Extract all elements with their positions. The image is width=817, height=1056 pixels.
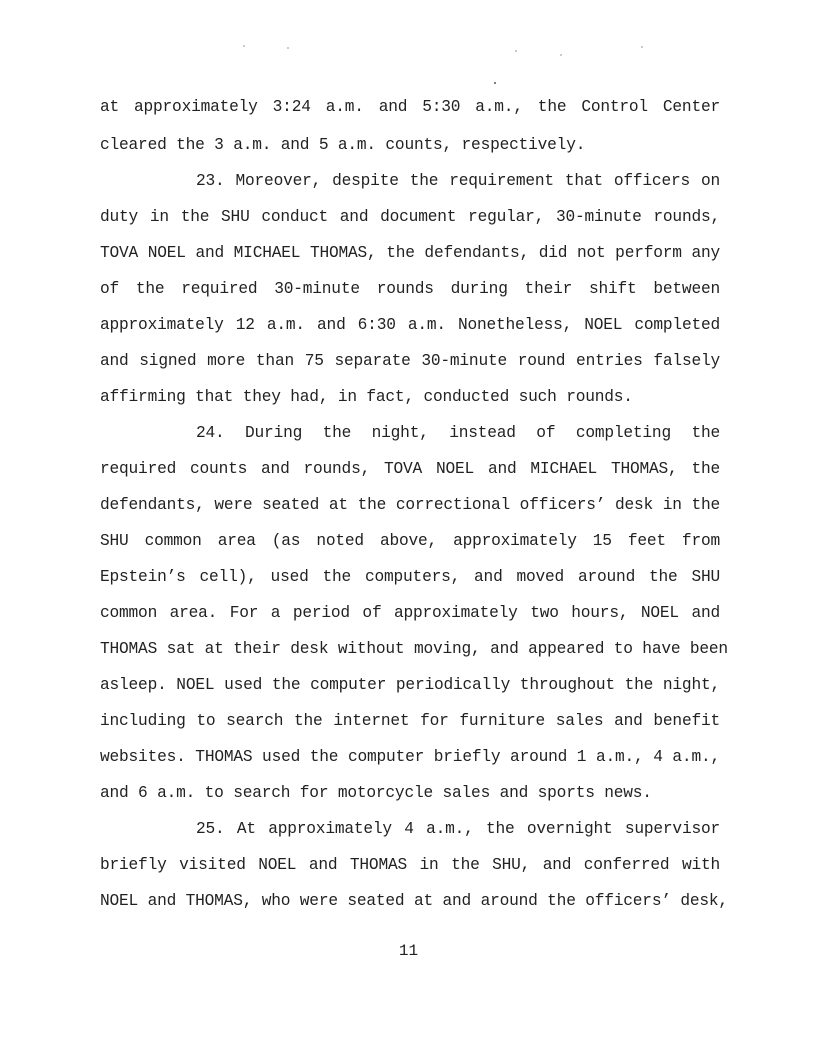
scan-artifact [641, 46, 643, 48]
text-line: duty in the SHU conduct and document regular, 30-minute rounds, [100, 208, 720, 226]
text-line: Epstein’s cell), used the computers, and moved around the SHU [100, 568, 720, 586]
text-line: NOEL and THOMAS, who were seated at and around the officers’ desk, [100, 892, 728, 910]
text-line: THOMAS sat at their desk without moving, and appeared to have been [100, 640, 728, 658]
text-line: asleep. NOEL used the computer periodically throughout the night, [100, 676, 720, 694]
page-number: 11 [398, 942, 419, 960]
text-line: TOVA NOEL and MICHAEL THOMAS, the defendants, did not perform any [100, 244, 720, 262]
scan-artifact [494, 82, 496, 84]
scan-artifact [287, 47, 289, 49]
text-line: defendants, were seated at the correctional officers’ desk in the [100, 496, 720, 514]
text-line: of the required 30-minute rounds during their shift between [100, 280, 720, 298]
text-line: and 6 a.m. to search for motorcycle sales and sports news. [100, 784, 652, 802]
text-line: at approximately 3:24 a.m. and 5:30 a.m., the Control Center [100, 98, 720, 116]
text-line: websites. THOMAS used the computer briefly around 1 a.m., 4 a.m., [100, 748, 720, 766]
text-line: common area. For a period of approximately two hours, NOEL and [100, 604, 720, 622]
scan-artifact [243, 45, 245, 47]
scan-artifact [560, 54, 562, 56]
text-line: affirming that they had, in fact, conducted such rounds. [100, 388, 633, 406]
text-line: including to search the internet for furniture sales and benefit [100, 712, 720, 730]
text-line: approximately 12 a.m. and 6:30 a.m. Nonetheless, NOEL completed [100, 316, 720, 334]
paragraph-25-first-line: 25. At approximately 4 a.m., the overnight supervisor [196, 820, 720, 838]
scan-artifact [515, 50, 517, 52]
paragraph-23-first-line: 23. Moreover, despite the requirement that officers on [196, 172, 720, 190]
text-line: and signed more than 75 separate 30-minute round entries falsely [100, 352, 720, 370]
text-line: briefly visited NOEL and THOMAS in the SHU, and conferred with [100, 856, 720, 874]
text-line: required counts and rounds, TOVA NOEL and MICHAEL THOMAS, the [100, 460, 720, 478]
text-line: SHU common area (as noted above, approximately 15 feet from [100, 532, 720, 550]
text-line: cleared the 3 a.m. and 5 a.m. counts, respectively. [100, 136, 586, 154]
paragraph-24-first-line: 24. During the night, instead of completing the [196, 424, 720, 442]
